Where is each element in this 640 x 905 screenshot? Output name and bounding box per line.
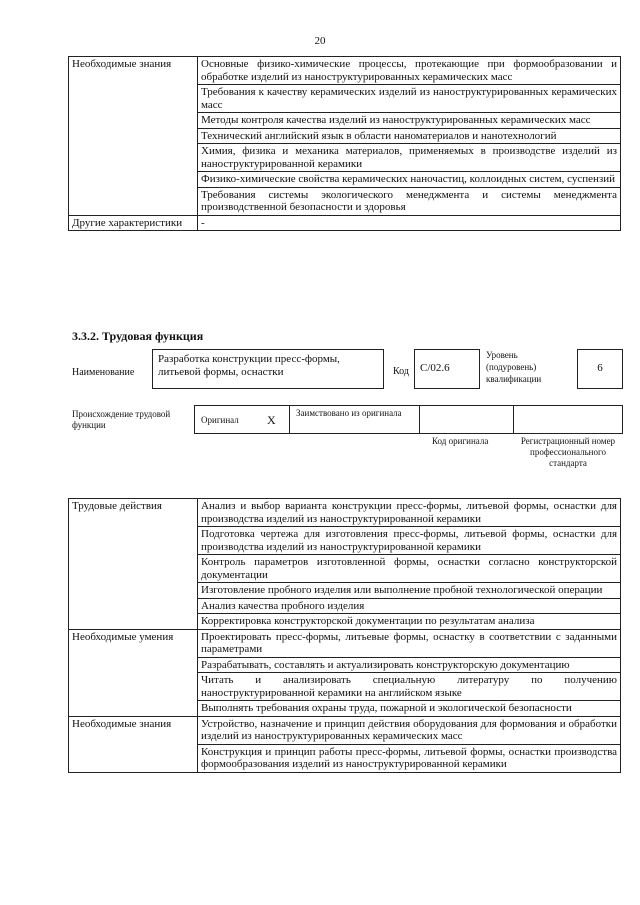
function-name-box [152,349,384,389]
knowledge-item: Требования системы экологического менеджмента и системы менеджмента производственной безопасности и здоровья [198,187,621,215]
level-label: Уровень (подуровень) квалификации [486,350,542,384]
knowledge-item: Основные физико-химические процессы, протекающие при формообразовании и обработке изделий из наноструктурированных керамических масс [198,57,621,85]
knowledge-label: Необходимые знания [69,716,198,772]
action-item: Подготовка чертежа для изготовления пресс-формы, литьевой формы, оснастки для производства изделий из наноструктурированной керамики [198,527,621,555]
skill-item: Проектировать пресс-формы, литьевые формы, оснастку в соответствии с заданными параметрами [198,629,621,657]
table-row [69,499,621,527]
other-label: Другие характеристики [69,215,198,231]
knowledge-item: Технический английский язык в области наноматериалов и нанотехнологий [198,128,621,144]
knowledge-item: Конструкция и принцип работы пресс-формы, литьевой формы, оснастки производства формообразования изделий из наноструктурированной керамики [198,744,621,772]
reg-number-box [513,405,623,434]
knowledge-label: Необходимые знания [69,57,198,216]
original-mark: X [267,413,276,427]
main-function-table [68,498,621,773]
action-item: Анализ качества пробного изделия [198,598,621,614]
knowledge-item: Устройство, назначение и принцип действия оборудования для формования и обработки изделий из наноструктурированных керамических масс [198,716,621,744]
knowledge-item: Химия, физика и механика материалов, применяемых в производстве изделий из наноструктурированной керамики [198,144,621,172]
action-item: Контроль параметров изготовленной формы, оснастки согласно конструкторской документации [198,555,621,583]
borrowed-box [289,405,420,434]
other-value: - [198,215,621,231]
action-item: Корректировка конструкторской документации по результатам анализа [198,614,621,630]
original-box [194,405,290,434]
code-value: С/02.6 [420,362,450,374]
origin-label: Происхождение трудовой функции [72,409,171,430]
knowledge-item: Методы контроля качества изделий из наноструктурированных керамических масс [198,113,621,129]
table-row [69,716,621,744]
top-knowledge-table [68,56,621,231]
level-box [577,349,623,389]
actions-label: Трудовые действия [69,499,198,630]
function-name: Разработка конструкции пресс-формы, литьевой формы, оснастки [158,353,340,378]
page-number: 20 [314,35,326,47]
table-row [69,629,621,657]
code-box [414,349,480,389]
table-row [69,57,621,85]
borrowed-label: Заимствовано из оригинала [296,408,402,418]
action-item: Изготовление пробного изделия или выполнение пробной технологической операции [198,583,621,599]
name-label: Наименование [72,367,135,378]
original-code-box [419,405,514,434]
knowledge-item: Требования к качеству керамических изделий из наноструктурированных керамических масс [198,85,621,113]
action-item: Анализ и выбор варианта конструкции пресс-формы, литьевой формы, оснастки для производства изделий из наноструктурированной керамики [198,499,621,527]
level-value: 6 [597,362,603,374]
reg-caption: Регистрационный номер профессионального стандарта [520,436,616,468]
skill-item: Выполнять требования охраны труда, пожарной и экологической безопасности [198,701,621,717]
code-label: Код [393,366,409,377]
table-row [69,215,621,231]
skill-item: Разрабатывать, составлять и актуализировать конструкторскую документацию [198,657,621,673]
skills-label: Необходимые умения [69,629,198,716]
section-title: 3.3.2. Трудовая функция [72,329,204,343]
original-label: Оригинал [201,415,239,425]
knowledge-item: Физико-химические свойства керамических наночастиц, коллоидных систем, суспензий [198,172,621,188]
code-caption: Код оригинала [432,436,489,446]
skill-item: Читать и анализировать специальную литературу по получению наноструктурированной керамики на английском языке [198,673,621,701]
